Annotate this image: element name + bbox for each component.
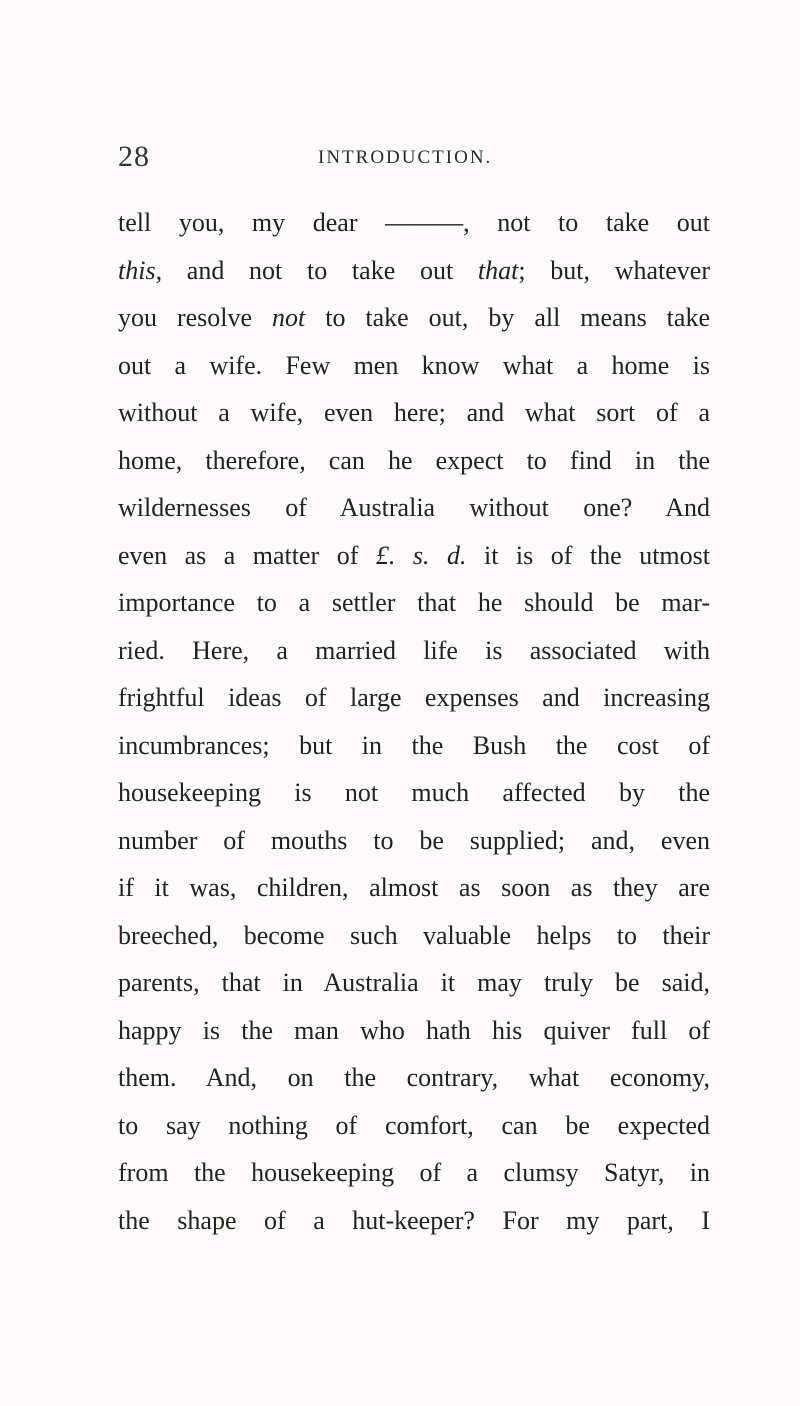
text-line	[118, 532, 710, 580]
text-line	[118, 864, 710, 912]
text-line	[118, 1149, 710, 1197]
text-run: frightful ideas of large expenses and increasing	[118, 683, 710, 712]
text-line	[118, 627, 710, 675]
text-run: it is of the utmost	[466, 540, 710, 570]
text-run: this,	[118, 255, 163, 285]
text-run: breeched, become such valuable helps to their	[118, 920, 710, 950]
text-line	[118, 912, 710, 960]
text-run: and not to take out	[162, 255, 478, 285]
text-run: even as a matter of	[118, 540, 376, 570]
text-run: without a wife, even here; and what sort of a	[118, 398, 710, 427]
text-line	[118, 1102, 710, 1150]
text-run: to say nothing of comfort, can be expected	[118, 1110, 710, 1140]
text-run: housekeeping is not much affected by the	[118, 778, 710, 807]
text-run: wildernesses of Australia without one? And	[118, 493, 710, 522]
running-title: INTRODUCTION.	[318, 147, 493, 168]
text-line	[118, 199, 710, 247]
text-line	[118, 959, 710, 1007]
text-run: incumbrances; but in the Bush the cost of	[118, 730, 710, 760]
text-run: out a wife. Few men know what a home is	[118, 350, 710, 380]
text-line	[118, 1007, 710, 1055]
text-run: home, therefore, can he expect to find in the	[118, 445, 710, 475]
text-line	[118, 817, 710, 865]
text-run: number of mouths to be supplied; and, even	[118, 825, 710, 855]
text-run: them. And, on the contrary, what economy,	[118, 1063, 710, 1092]
text-run: the shape of a hut-keeper? For my part, I	[118, 1205, 710, 1235]
text-line	[118, 294, 710, 342]
text-line	[118, 437, 710, 485]
text-run: not	[272, 303, 306, 332]
text-run: from the housekeeping of a clumsy Satyr, in	[118, 1158, 710, 1187]
text-run: you resolve	[118, 303, 273, 332]
text-line	[118, 674, 710, 722]
text-line	[118, 342, 710, 390]
text-run: ried. Here, a married life is associated with	[118, 635, 710, 665]
text-line	[118, 769, 710, 817]
text-run: that	[477, 255, 519, 285]
text-line	[118, 247, 710, 295]
text-run: importance to a settler that he should be mar-	[118, 588, 710, 617]
text-run: £. s. d.	[375, 540, 467, 570]
text-run: if it was, children, almost as soon as they are	[118, 873, 710, 902]
text-line	[118, 1197, 710, 1245]
text-line	[118, 579, 710, 627]
text-run: parents, that in Australia it may truly be said,	[118, 968, 710, 997]
text-line	[118, 484, 710, 532]
text-run: to take out, by all means take	[305, 303, 710, 332]
page-header	[118, 140, 728, 180]
text-line	[118, 1054, 710, 1102]
text-run: ; but, whatever	[518, 255, 710, 285]
text-run: happy is the man who hath his quiver full of	[118, 1015, 710, 1045]
page-number: 28	[118, 140, 150, 173]
text-line	[118, 389, 710, 437]
text-run: tell you, my dear ———, not to take out	[118, 208, 710, 237]
text-line	[118, 722, 710, 770]
body-text	[118, 199, 710, 1244]
